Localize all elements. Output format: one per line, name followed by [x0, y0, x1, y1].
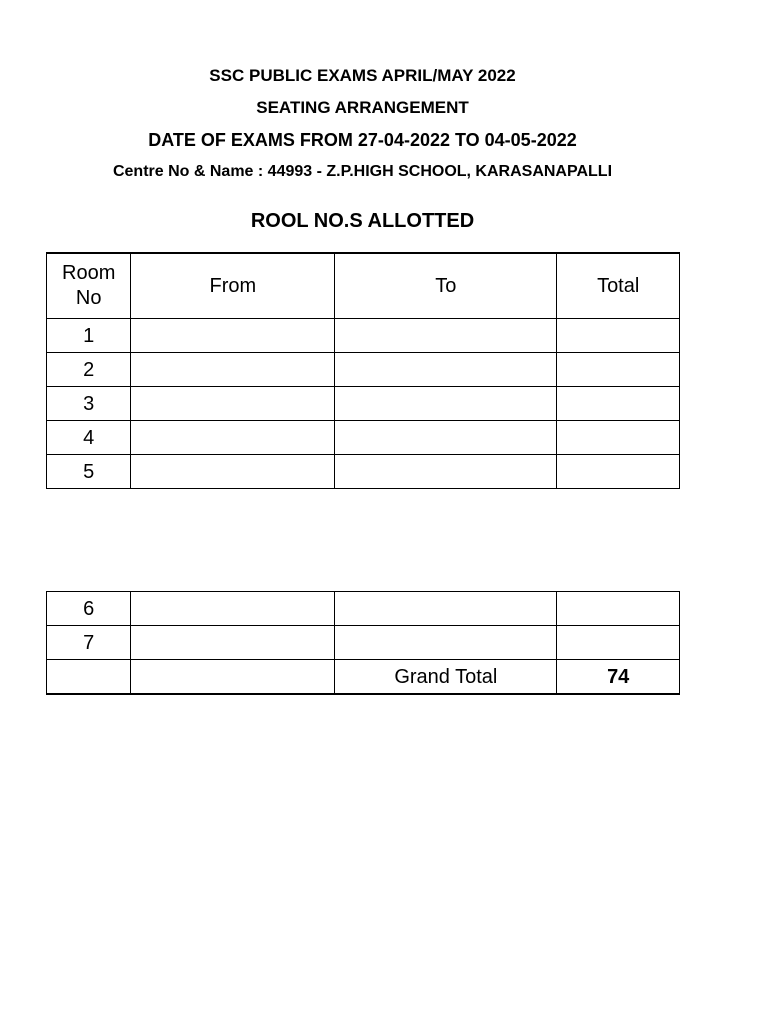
- room-number: 4: [47, 421, 131, 455]
- to-cell: [335, 387, 557, 421]
- header-from: From: [131, 253, 335, 319]
- total-cell: [557, 626, 680, 660]
- total-cell: [557, 455, 680, 489]
- from-cell: [131, 319, 335, 353]
- to-cell: [335, 592, 557, 626]
- seating-table: [46, 252, 680, 489]
- seating-table-continued: [46, 591, 680, 695]
- from-cell: [131, 421, 335, 455]
- table-header-row: [47, 253, 680, 319]
- to-cell: [335, 626, 557, 660]
- empty-cell: [47, 660, 131, 695]
- table-row: [47, 421, 680, 455]
- table-row: [47, 319, 680, 353]
- table-row: [47, 592, 680, 626]
- to-cell: [335, 353, 557, 387]
- room-number: 1: [47, 319, 131, 353]
- to-cell: [335, 455, 557, 489]
- room-number: 3: [47, 387, 131, 421]
- from-cell: [131, 592, 335, 626]
- centre-name: Centre No & Name : 44993 - Z.P.HIGH SCHOOL, KARASANAPALLI: [112, 163, 613, 180]
- total-cell: [557, 592, 680, 626]
- total-cell: [557, 319, 680, 353]
- grand-total-row: [47, 660, 680, 695]
- table-row: [47, 626, 680, 660]
- room-number: 2: [47, 353, 131, 387]
- grand-total-value: 74: [557, 660, 680, 695]
- to-cell: [335, 319, 557, 353]
- exam-dates: DATE OF EXAMS FROM 27-04-2022 TO 04-05-2022: [148, 130, 577, 150]
- total-cell: [557, 421, 680, 455]
- header-total: Total: [557, 253, 680, 319]
- room-number: 6: [47, 592, 131, 626]
- room-number: 5: [47, 455, 131, 489]
- empty-cell: [131, 660, 335, 695]
- header-to: To: [335, 253, 557, 319]
- total-cell: [557, 387, 680, 421]
- exam-title: SSC PUBLIC EXAMS APRIL/MAY 2022: [209, 66, 516, 85]
- table-row: [47, 353, 680, 387]
- table-row: [47, 387, 680, 421]
- from-cell: [131, 353, 335, 387]
- to-cell: [335, 421, 557, 455]
- room-number: 7: [47, 626, 131, 660]
- header-room-no: Room No: [47, 253, 131, 319]
- total-cell: [557, 353, 680, 387]
- from-cell: [131, 626, 335, 660]
- roll-numbers-heading: ROOL NO.S ALLOTTED: [250, 210, 475, 232]
- grand-total-label: Grand Total: [335, 660, 557, 695]
- table-row: [47, 455, 680, 489]
- from-cell: [131, 387, 335, 421]
- from-cell: [131, 455, 335, 489]
- seating-heading: SEATING ARRANGEMENT: [256, 98, 469, 117]
